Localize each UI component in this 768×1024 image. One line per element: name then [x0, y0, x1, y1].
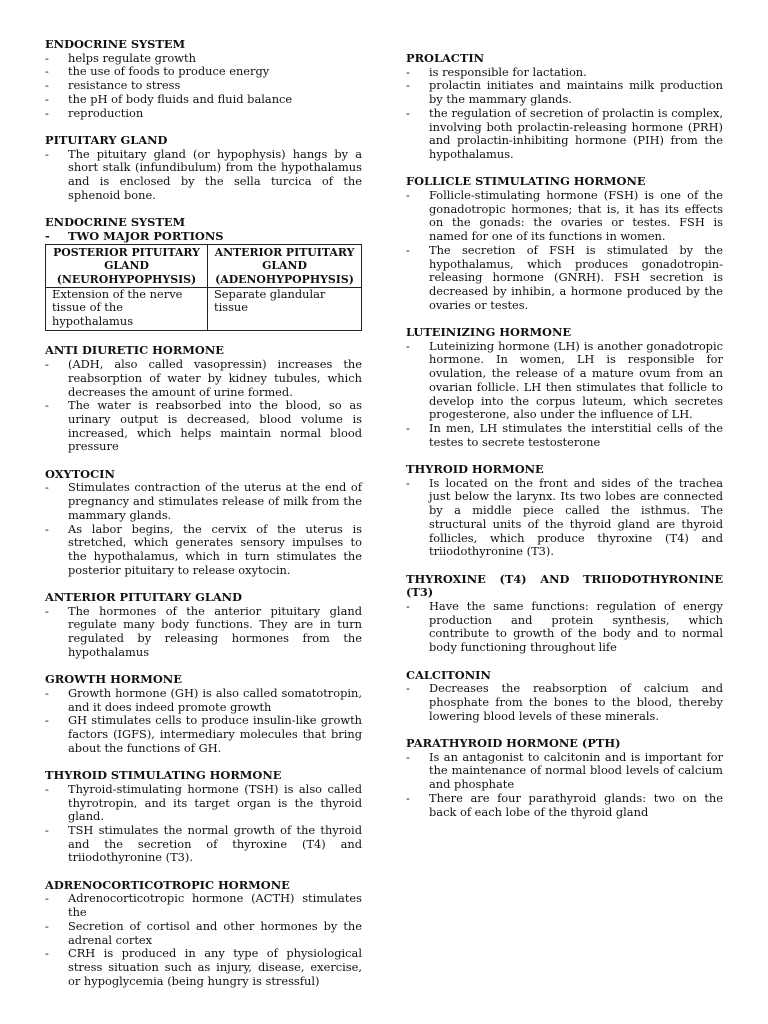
section-heading: ADRENOCORTICOTROPIC HORMONE: [45, 877, 290, 892]
section-anterior-pituitary: [45, 591, 362, 660]
bullet-item: - Is an antagonist to calcitonin and is important for the maintenance of normal blood levels of calcium and phosphate: [406, 751, 723, 792]
bullet-list: [45, 481, 362, 577]
bullet-item: - The water is reabsorbed into the blood, so as urinary output is decreased, blood volume is increased, which helps maintain normal blood pressure: [45, 399, 362, 454]
section-tsh: [45, 769, 362, 865]
bullet-item: - Thyroid-stimulating hormone (TSH) is also called thyrotropin, and its target organ is the thyroid gland.: [45, 783, 362, 824]
bullet-item: - There are four parathyroid glands: two on the back of each lobe of the thyroid gland: [406, 792, 723, 819]
section-heading: PITUITARY GLAND: [45, 132, 168, 147]
bullet-item: - the pH of body fluids and fluid balance: [45, 93, 362, 107]
section-heading: THYROID STIMULATING HORMONE: [45, 768, 282, 783]
bullet-list: [45, 230, 362, 244]
bullet-list: [45, 358, 362, 454]
section-heading: ENDOCRINE SYSTEM: [45, 215, 186, 230]
table-header-anterior: ANTERIOR PITUITARY GLAND (ADENOHYPOPHYSIS): [208, 244, 362, 287]
section-pth: [406, 737, 723, 819]
bullet-item: - Growth hormone (GH) is also called somatotropin, and it does indeed promote growth: [45, 687, 362, 714]
bullet-item: - helps regulate growth: [45, 52, 362, 66]
bullet-item: - resistance to stress: [45, 79, 362, 93]
bullet-list: [45, 605, 362, 660]
section-thyroid-hormone: [406, 463, 723, 559]
table-cell-anterior: Separate glandular tissue: [208, 287, 362, 330]
bullet-list: [406, 189, 723, 312]
bullet-list: [45, 52, 362, 121]
section-growth-hormone: [45, 673, 362, 755]
subheading: - TWO MAJOR PORTIONS: [45, 230, 362, 244]
section-endocrine-system: [45, 38, 362, 120]
bullet-list: [45, 892, 362, 988]
bullet-item: - Secretion of cortisol and other hormones by the adrenal cortex: [45, 920, 362, 947]
table-header-posterior: POSTERIOR PITUITARY GLAND (NEUROHYPOPHYSIS): [46, 244, 208, 287]
bullet-item: - Follicle-stimulating hormone (FSH) is one of the gonadotropic hormones; that is, it has its effects on the gonads: the ovaries or testes. FSH is named for one of its functions in women.: [406, 189, 723, 244]
section-heading: PARATHYROID HORMONE (PTH): [406, 736, 621, 751]
section-heading: LUTEINIZING HORMONE: [406, 325, 572, 340]
portions-table: [45, 244, 362, 331]
bullet-item: - is responsible for lactation.: [406, 66, 723, 80]
bullet-item: - the regulation of secretion of prolactin is complex, involving both prolactin-releasing hormone (PRH) and prolactin-inhibiting hormone (PIH) from the hypothalamus.: [406, 107, 723, 162]
section-heading: THYROID HORMONE: [406, 462, 544, 477]
section-heading: GROWTH HORMONE: [45, 672, 182, 687]
right-column: [406, 52, 723, 833]
bullet-list: [45, 783, 362, 865]
bullet-item: - Is located on the front and sides of the trachea just below the larynx. Its two lobes are connected by a middle piece called the isthmus. The structural units of the thyroid gland are thyroid follicles, which produce thyroxine (T4) and triiodothyronine (T3).: [406, 477, 723, 559]
section-heading: ENDOCRINE SYSTEM: [45, 37, 186, 51]
bullet-list: [406, 66, 723, 162]
bullet-item: - The pituitary gland (or hypophysis) hangs by a short stalk (infundibulum) from the hypothalamus and is enclosed by the sella turcica of the sphenoid bone.: [45, 148, 362, 203]
section-t4-t3: [406, 573, 723, 655]
bullet-list: [45, 148, 362, 203]
bullet-item: - The secretion of FSH is stimulated by the hypothalamus, which produces gonadotropin-releasing hormone (GNRH). FSH secretion is decreased by inhibin, a hormone produced by the ovaries or testes.: [406, 244, 723, 313]
section-heading: THYROXINE (T4) AND TRIIODOTHYRONINE (T3): [406, 571, 723, 600]
left-column: [45, 38, 362, 1002]
bullet-item: - Have the same functions: regulation of energy production and protein synthesis, which contribute to growth of the body and to normal body functioning throughout life: [406, 600, 723, 655]
bullet-list: [406, 682, 723, 723]
bullet-item: - GH stimulates cells to produce insulin-like growth factors (IGFS), intermediary molecules that bring about the functions of GH.: [45, 714, 362, 755]
table-cell-posterior: Extension of the nerve tissue of the hypothalamus: [46, 287, 208, 330]
bullet-item: - Adrenocorticotropic hormone (ACTH) stimulates the: [45, 892, 362, 919]
bullet-list: [406, 751, 723, 820]
table-row: [46, 287, 362, 330]
bullet-list: [406, 600, 723, 655]
bullet-item: - In men, LH stimulates the interstitial cells of the testes to secrete testosterone: [406, 422, 723, 449]
bullet-item: - the use of foods to produce energy: [45, 65, 362, 79]
bullet-item: - Luteinizing hormone (LH) is another gonadotropic hormone. In women, LH is responsible for ovulation, the release of a mature ovum from an ovarian follicle. LH then stimulates that follicle to develop into the corpus luteum, which secretes progesterone, also under the influence of LH.: [406, 340, 723, 422]
section-heading: CALCITONIN: [406, 667, 491, 682]
section-pituitary-gland: [45, 134, 362, 203]
section-acth: [45, 879, 362, 989]
section-heading: ANTI DIURETIC HORMONE: [45, 343, 224, 358]
section-lh: [406, 326, 723, 449]
bullet-list: [45, 687, 362, 756]
bullet-item: - (ADH, also called vasopressin) increases the reabsorption of water by kidney tubules, which decreases the amount of urine formed.: [45, 358, 362, 399]
section-heading: ANTERIOR PITUITARY GLAND: [45, 590, 242, 605]
section-heading: FOLLICLE STIMULATING HORMONE: [406, 174, 646, 189]
bullet-item: - Decreases the reabsorption of calcium and phosphate from the bones to the blood, thereby lowering blood levels of these minerals.: [406, 682, 723, 723]
section-fsh: [406, 175, 723, 312]
section-prolactin: [406, 52, 723, 162]
section-oxytocin: [45, 468, 362, 578]
bullet-list: [406, 340, 723, 450]
bullet-item: - prolactin initiates and maintains milk production by the mammary glands.: [406, 79, 723, 106]
bullet-item: - Stimulates contraction of the uterus at the end of pregnancy and stimulates release of milk from the mammary glands.: [45, 481, 362, 522]
bullet-item: - The hormones of the anterior pituitary gland regulate many body functions. They are in turn regulated by releasing hormones from the hypothalamus: [45, 605, 362, 660]
section-two-portions: [45, 216, 362, 331]
bullet-item: - As labor begins, the cervix of the uterus is stretched, which generates sensory impulses to the hypothalamus, which in turn stimulates the posterior pituitary to release oxytocin.: [45, 523, 362, 578]
section-heading: PROLACTIN: [406, 51, 485, 65]
section-heading: OXYTOCIN: [45, 466, 115, 481]
bullet-item: - reproduction: [45, 107, 362, 121]
bullet-item: - CRH is produced in any type of physiological stress situation such as injury, disease, exercise, or hypoglycemia (being hungry is stressful): [45, 947, 362, 988]
bullet-list: [406, 477, 723, 559]
section-calcitonin: [406, 669, 723, 724]
table-header-row: [46, 244, 362, 287]
bullet-item: - TSH stimulates the normal growth of the thyroid and the secretion of thyroxine (T4) and triiodothyronine (T3).: [45, 824, 362, 865]
section-adh: [45, 344, 362, 454]
